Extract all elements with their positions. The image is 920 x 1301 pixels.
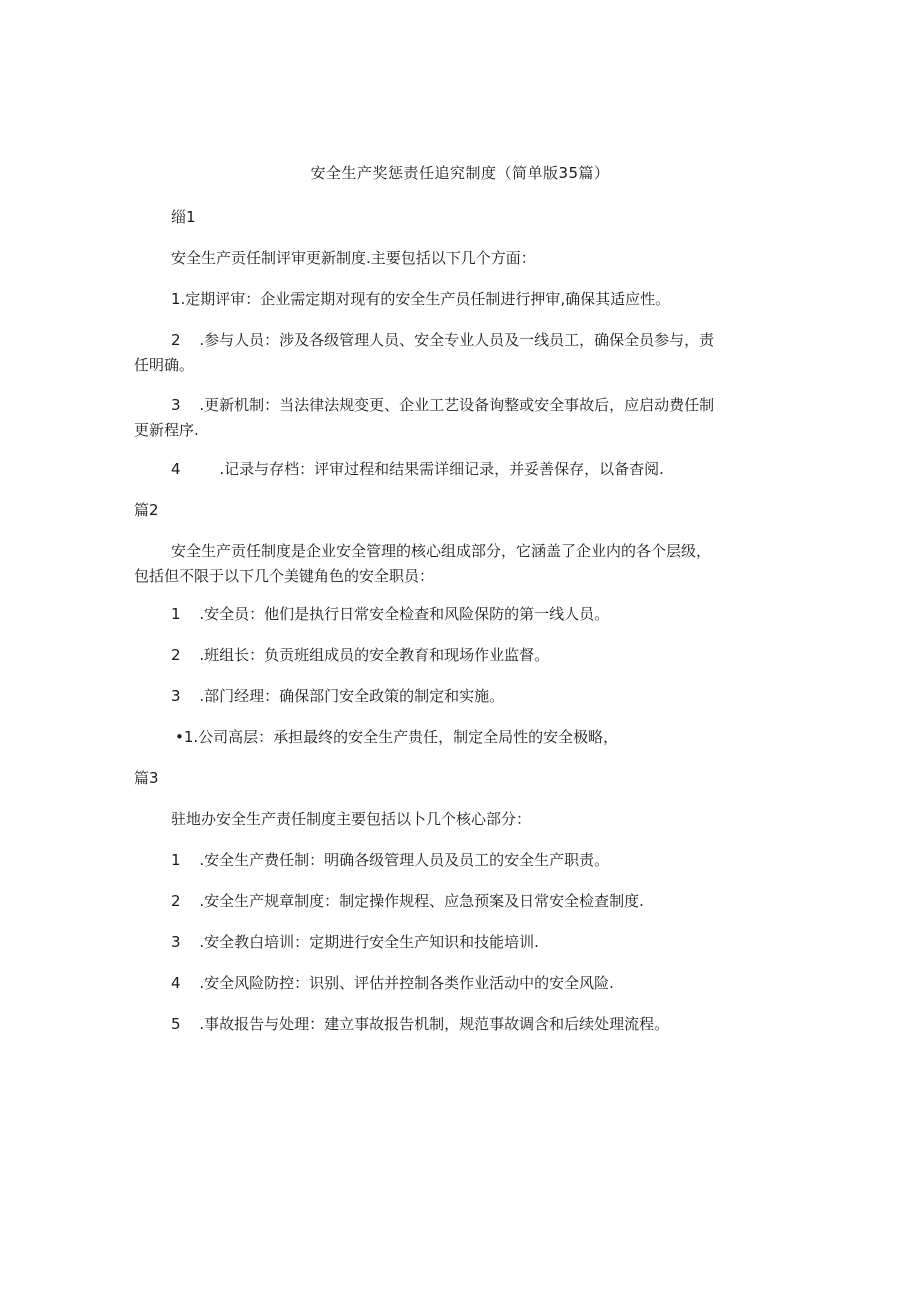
section-1-item-2-cont: 任明确。	[134, 356, 195, 374]
section-2-item-4: •1.公司高层：承担最终的安全生产贵任，制定全局性的安全极略，	[175, 728, 619, 746]
item-number: 3	[171, 687, 181, 705]
document-title: 安全生产奖惩责任追究制度（简单版35篇）	[310, 164, 610, 182]
section-3-item-5	[171, 1012, 669, 1036]
item-number: 3	[171, 396, 181, 414]
item-number: 2	[171, 331, 181, 349]
section-2-heading: 篇2	[134, 501, 159, 519]
section-1-heading: 缁1	[171, 208, 196, 226]
item-number: 4	[171, 460, 181, 478]
item-text: .记录与存档：评审过程和结果需详细记录，并妥善保存，以备杳阅.	[219, 460, 664, 478]
item-number: 5	[171, 1015, 181, 1033]
item-text: .安全生产费任制：明确各级管理人员及员工的安全生产职责。	[199, 851, 610, 869]
section-2-item-3	[171, 684, 504, 708]
section-3-intro: 驻地办安全生产责任制度主要包括以卜几个核心部分：	[171, 810, 532, 828]
item-text: .班组长：负贡班组成员的安全教育和现场作业监督。	[199, 646, 550, 664]
section-1-item-3	[171, 393, 714, 417]
section-2-intro-cont: 包括但不限于以下几个美键角色的安全职员：	[134, 567, 435, 585]
item-text: .更新机制：当法律法规变更、企业工艺设备询整或安全事故后，应启动费任制	[199, 396, 715, 414]
section-3-item-1	[171, 848, 609, 872]
item-number: 4	[171, 974, 181, 992]
item-number: 3	[171, 933, 181, 951]
section-1-item-1: 1.定期评审：企业需定期对现有的安全生产员任制进行押审,确保其适应性。	[171, 290, 671, 308]
section-3-item-2	[171, 889, 644, 913]
section-2-item-1	[171, 602, 609, 626]
section-1-item-2	[171, 328, 714, 352]
item-text: .部门经理：确保部门安全政策的制定和实施。	[199, 687, 505, 705]
item-number: 1	[171, 605, 181, 623]
section-2-item-2	[171, 643, 549, 667]
section-3-heading: 篇3	[134, 769, 159, 787]
item-text: .安全生产规章制度：制定操作规程、应急预案及日常安全检查制度.	[199, 892, 644, 910]
item-number: 2	[171, 892, 181, 910]
item-number: 2	[171, 646, 181, 664]
section-3-item-4	[171, 971, 614, 995]
section-1-item-4	[171, 457, 664, 481]
item-text: .安全员：他们是执行日常安全检查和风险保防的第一线人员。	[199, 605, 610, 623]
item-text: .参与人员：涉及各级管理人员、安全专业人员及一线员工，确保全员参与，责	[199, 331, 715, 349]
section-1-item-3-cont: 更新程序.	[134, 421, 199, 439]
item-number: 1	[171, 851, 181, 869]
item-text: .事故报告与处理：建立事故报告机制，规范事故调含和后续处理流程。	[199, 1015, 670, 1033]
item-text: .安全风险防控：识别、评估并控制各类作业活动中的安全风险.	[199, 974, 614, 992]
section-3-item-3	[171, 930, 539, 954]
section-1-intro: 安全生产贡任制评审更新制度.主要包括以下几个方面：	[171, 249, 536, 267]
item-text: .安全教白培训：定期进行安全生产知识和技能培训.	[199, 933, 539, 951]
section-2-intro: 安全生产贡任制度是企业安全管理的核心组成部分，它涵盖了企业内的各个层级，	[171, 542, 712, 560]
